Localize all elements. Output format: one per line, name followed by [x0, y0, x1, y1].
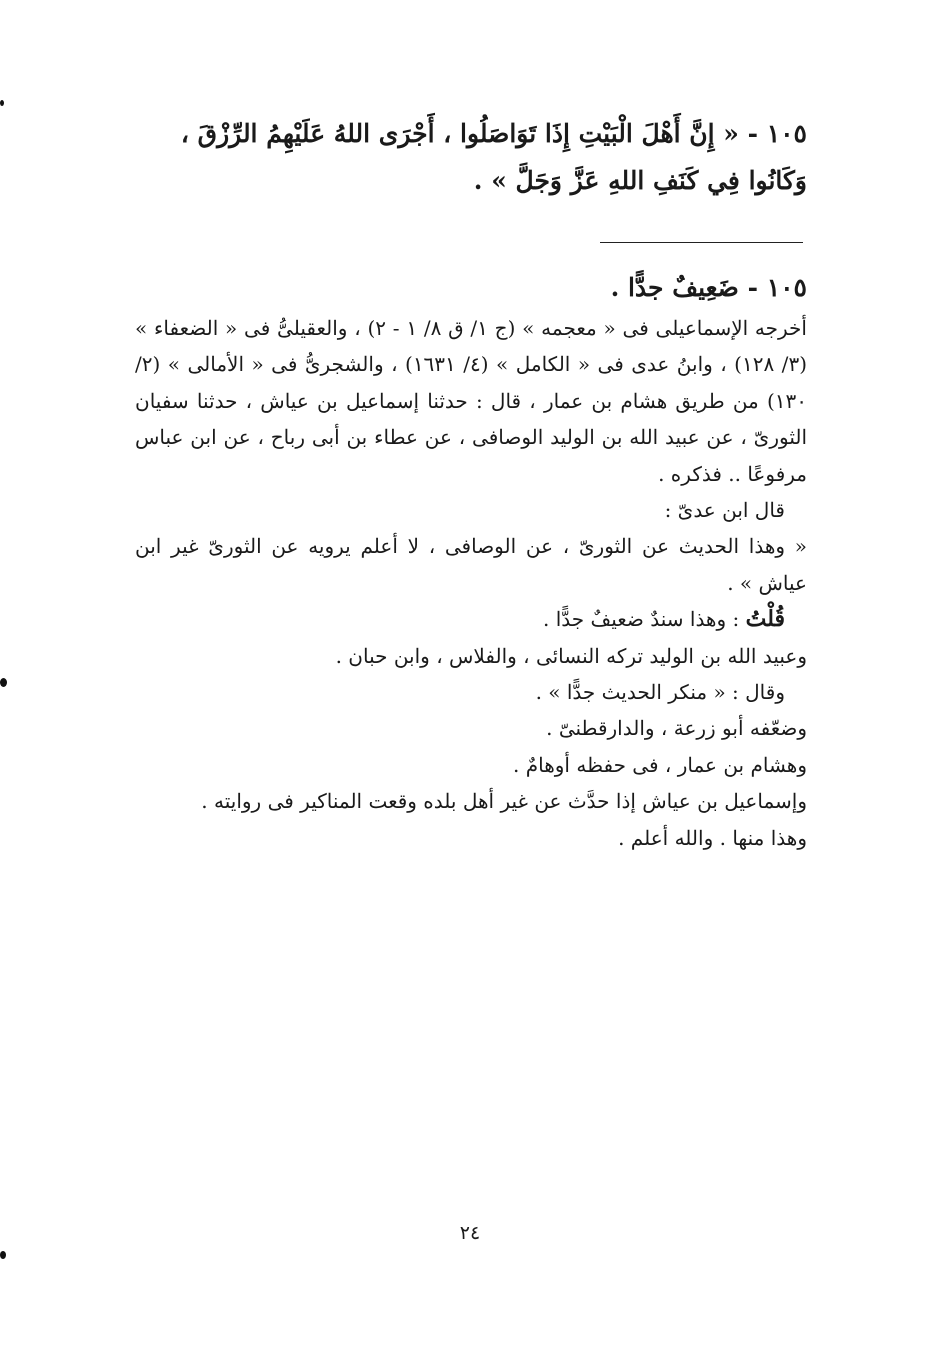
hadith-line-1: ١٠٥ - « إِنَّ أَهْلَ الْبَيْتِ إِذَا تَوَاصَلُوا ، أَجْرَى اللهُ عَلَيْهِمُ الرِّزْقَ ،: [180, 119, 807, 148]
scan-speck: [0, 100, 4, 106]
section-divider: [600, 242, 803, 243]
hadith-verdict: ١٠٥ - ضَعِيفٌ جدًّا .: [610, 273, 807, 302]
scan-speck: [0, 678, 7, 687]
author-remark: [135, 601, 807, 637]
takhrij-paragraph: أخرجه الإسماعيلى فى « معجمه » (ج ١/ ق ٨/ ١ - ٢) ، والعقيلىُّ فى « الضعفاء » (٣/ ١٢٨) ، وابنُ عدى فى « الكامل » (٤/ ١٦٣١) ، والشجرىُّ فى « الأمالى » (٢/ ١٣٠) من طريق هشام بن عمار ، قال : حدثنا إسماعيل بن عياش ، حدثنا سفيان الثورىّ ، عن عبيد الله بن الوليد الوصافى ، عن عطاء بن أبى رباح ، عن ابن عباس مرفوعًا .. فذكره .: [135, 316, 807, 486]
closing-paragraph: وهذا منها . والله أعلم .: [618, 825, 807, 850]
ubaid-paragraph: وعبيد الله بن الوليد تركه النسائى ، والفلاس ، وابن حبان .: [335, 643, 807, 668]
hadith-line-2: وَكَانُوا فِي كَنَفِ اللهِ عَزَّ وَجَلَّ » .: [473, 166, 807, 195]
qult-label: قُلْتُ: [745, 606, 785, 633]
commentary: [135, 310, 807, 856]
daaf-paragraph: وضعّفه أبو زرعة ، والدارقطنىّ .: [546, 716, 807, 741]
munkar-paragraph: وقال : « منكر الحديث جدًّا » .: [535, 680, 785, 705]
ibn-adi-quote: « وهذا الحديث عن الثورىّ ، عن الوصافى ، لا أعلم يرويه عن الثورىّ غير ابن عياش » .: [135, 534, 807, 595]
hadith-text: [127, 110, 807, 204]
ibn-adi-intro: قال ابن عدىّ :: [664, 498, 785, 523]
ismail-paragraph: وإسماعيل بن عياش إذا حدَّث عن غير أهل بلده وقعت المناكير فى روايته .: [201, 789, 807, 814]
hisham-paragraph: وهشام بن عمار ، فى حفظه أوهامٌ .: [513, 752, 807, 777]
scan-speck: [0, 1251, 6, 1259]
qult-text: : وهذا سندٌ ضعيفٌ جدًّا .: [543, 607, 746, 632]
page-number: ٢٤: [459, 1222, 481, 1244]
